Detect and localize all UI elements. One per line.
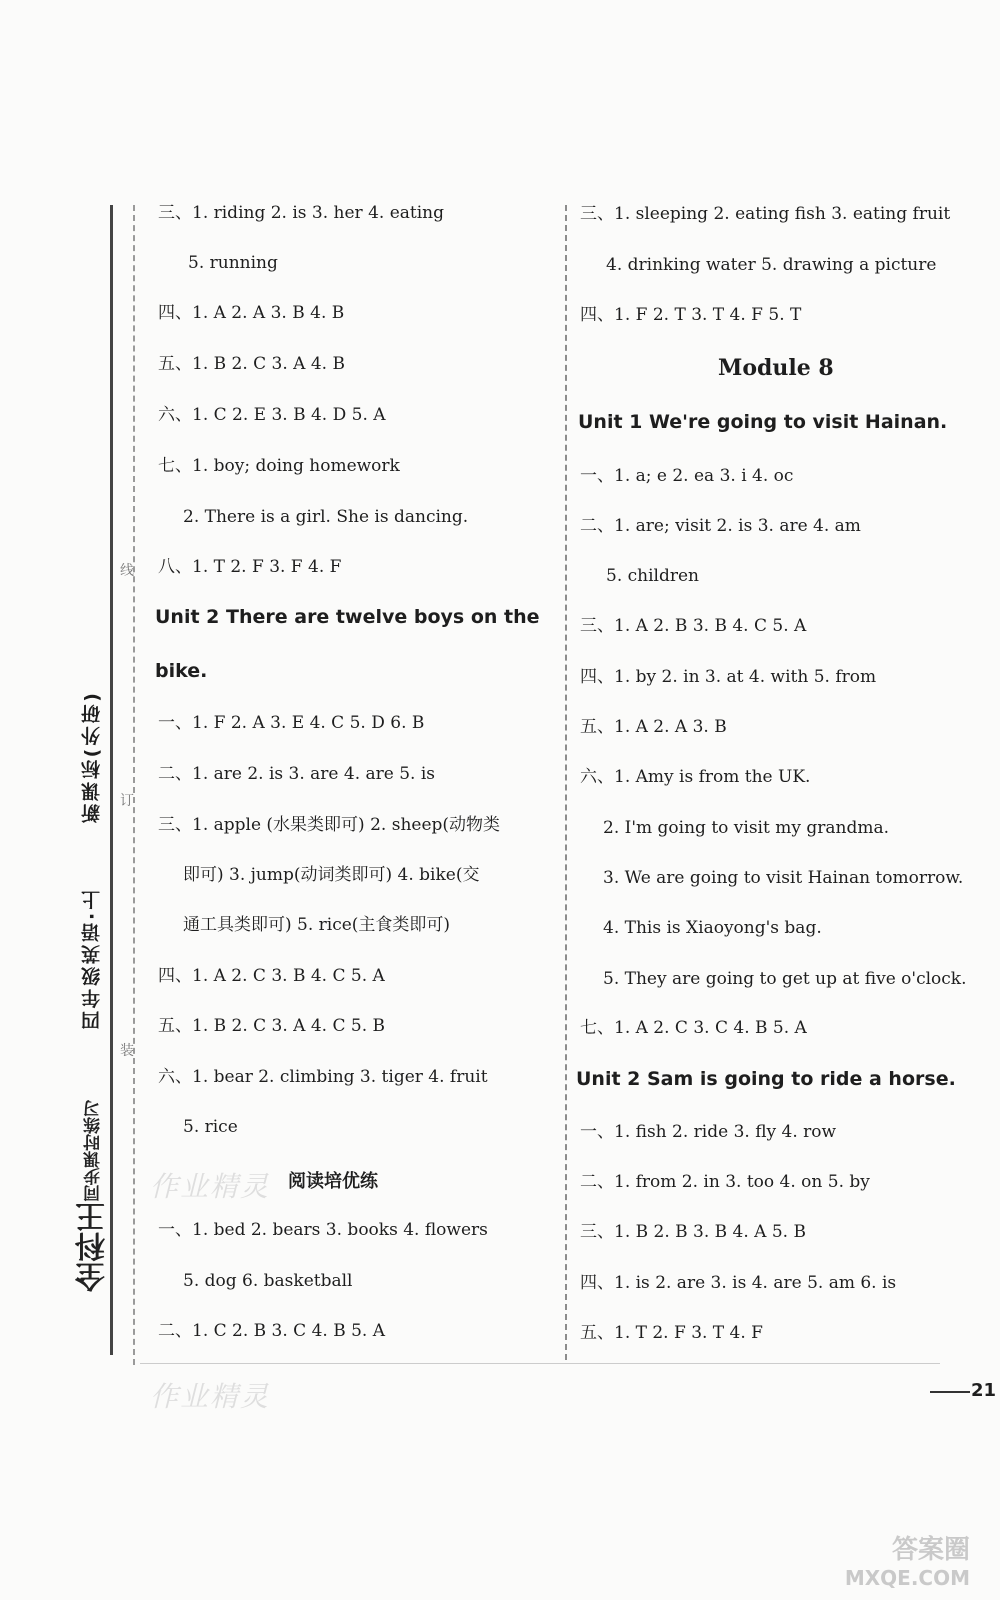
right-answer-line: 六、1. Amy is from the UK. [580,767,811,787]
watermark-2: 作业精灵 [150,1380,271,1413]
left-section-title: 阅读培优练 [288,1171,378,1192]
left-answer-line: 五、1. B 2. C 3. A 4. C 5. B [158,1016,386,1036]
left-answer-line: 5. running [188,253,278,273]
right-answer-line: 三、1. sleeping 2. eating fish 3. eating fruit [580,204,951,224]
left-answer-line: 5. rice [183,1117,238,1137]
right-answer-line: 二、1. are; visit 2. is 3. are 4. am [580,516,861,536]
brand-name: 全科王 [76,1202,111,1292]
right-answer-line: 一、1. a; e 2. ea 3. i 4. oc [580,466,794,486]
right-answer-line: 七、1. A 2. C 3. C 4. B 5. A [580,1018,807,1038]
left-answer-line: 一、1. F 2. A 3. E 4. C 5. D 6. B [158,713,425,733]
right-answer-line: 三、1. A 2. B 3. B 4. C 5. A [580,616,807,636]
left-answer-line: 六、1. C 2. E 3. B 4. D 5. A [158,405,386,425]
page-number-dash [930,1391,970,1393]
left-answer-line: 四、1. A 2. A 3. B 4. B [158,303,345,323]
page-number: 21 [970,1380,996,1401]
cut-line [133,205,135,1365]
left-answer-line: 二、1. C 2. B 3. C 4. B 5. A [158,1321,386,1341]
left-heading-title: bike. [155,660,208,682]
book-name: 四年级英语·上 [81,887,103,1031]
corner-watermark-cn: 答案圈 [891,1535,970,1565]
binding-mark-1: 装 [120,1043,134,1059]
left-answer-line: 2. There is a girl. She is dancing. [183,507,469,527]
binding-mark-2: 订 [120,793,134,809]
right-answer-line: 5. They are going to get up at five o'clock. [603,969,967,989]
book-edition: 新课标(外研) [81,690,103,824]
left-answer-line: 即可) 3. jump(动词类即可) 4. bike(交 [183,865,480,885]
left-answer-line: 六、1. bear 2. climbing 3. tiger 4. fruit [158,1067,488,1087]
right-answer-line: 三、1. B 2. B 3. B 4. A 5. B [580,1222,806,1242]
right-answer-line: 4. drinking water 5. drawing a picture [606,255,937,275]
left-answer-line: 5. dog 6. basketball [183,1271,353,1291]
right-heading-title: Unit 1 We're going to visit Hainan. [578,411,948,433]
left-answer-line: 八、1. T 2. F 3. F 4. F [158,557,342,577]
left-answer-line: 三、1. riding 2. is 3. her 4. eating [158,203,445,223]
brand-logo [72,1100,116,1292]
right-answer-line: 四、1. is 2. are 3. is 4. are 5. am 6. is [580,1273,897,1293]
right-module-title: Module 8 [718,355,834,381]
left-heading-title: Unit 2 There are twelve boys on the [155,606,540,628]
right-answer-line: 一、1. fish 2. ride 3. fly 4. row [580,1122,837,1142]
right-answer-line: 2. I'm going to visit my grandma. [603,818,889,838]
footer-rule [140,1363,940,1364]
left-answer-line: 七、1. boy; doing homework [158,456,400,476]
binding-mark-3: 线 [120,563,134,579]
corner-watermark-url: MXQE.COM [844,1566,970,1590]
right-answer-line: 四、1. F 2. T 3. T 4. F 5. T [580,305,802,325]
right-answer-line: 二、1. from 2. in 3. too 4. on 5. by [580,1172,870,1192]
left-answer-line: 一、1. bed 2. bears 3. books 4. flowers [158,1220,488,1240]
spine-book-title [78,690,105,1030]
brand-series: 同步课时练习 [84,1100,104,1202]
right-answer-line: 3. We are going to visit Hainan tomorrow. [603,868,964,888]
watermark-1: 作业精灵 [150,1170,271,1203]
left-answer-line: 通工具类即可) 5. rice(主食类即可) [183,915,451,935]
right-answer-line: 4. This is Xiaoyong's bag. [603,918,822,938]
left-answer-line: 二、1. are 2. is 3. are 4. are 5. is [158,764,436,784]
corner-watermark [845,1529,970,1590]
right-answer-line: 5. children [606,566,699,586]
left-answer-line: 三、1. apple (水果类即可) 2. sheep(动物类 [158,815,501,835]
left-answer-line: 四、1. A 2. C 3. B 4. C 5. A [158,966,385,986]
column-divider [565,205,567,1360]
right-heading-title: Unit 2 Sam is going to ride a horse. [576,1068,956,1090]
right-answer-line: 五、1. T 2. F 3. T 4. F [580,1323,763,1343]
right-answer-line: 四、1. by 2. in 3. at 4. with 5. from [580,667,877,687]
right-answer-line: 五、1. A 2. A 3. B [580,717,727,737]
left-answer-line: 五、1. B 2. C 3. A 4. B [158,354,345,374]
